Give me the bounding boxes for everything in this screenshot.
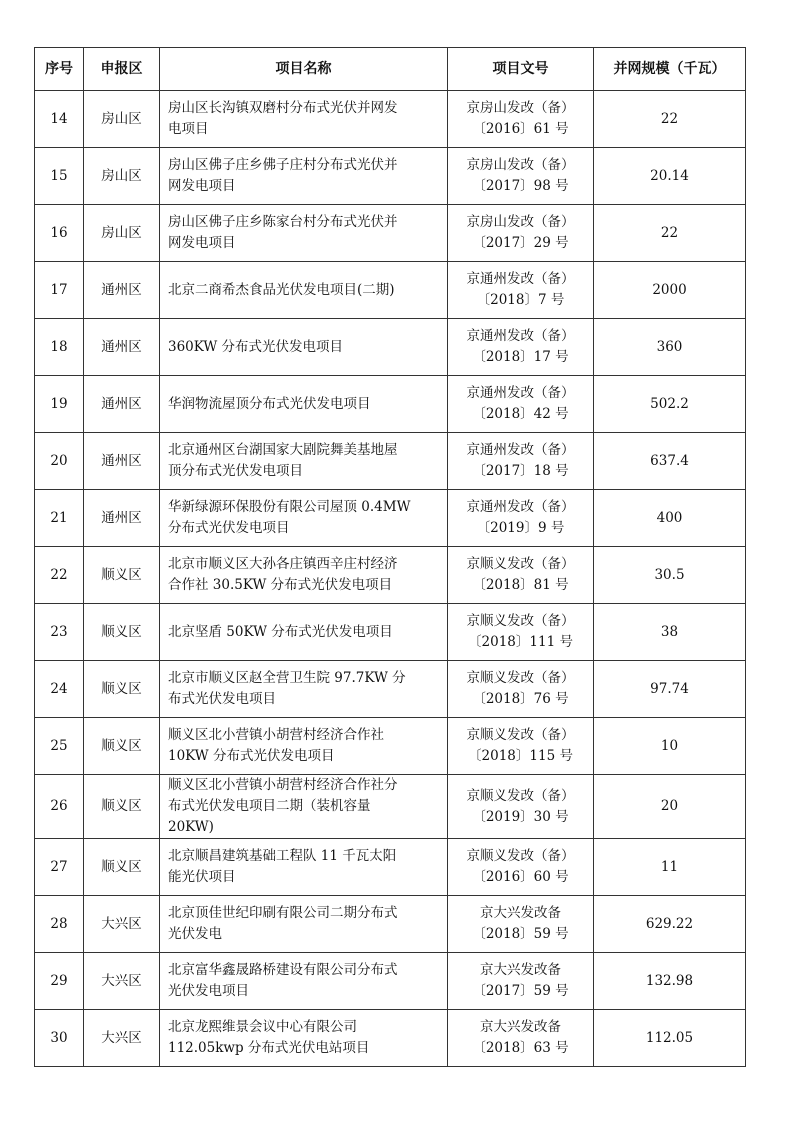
document-number-line: 京房山发改（备） xyxy=(466,214,575,230)
project-name-line: 北京市顺义区大孙各庄镇西辛庄村经济 xyxy=(168,556,398,572)
cell-document-number xyxy=(448,896,594,953)
cell-capacity: 10 xyxy=(594,718,746,775)
cell-district: 房山区 xyxy=(84,205,160,262)
cell-no: 23 xyxy=(35,604,84,661)
document-number-line: 〔2018〕7 号 xyxy=(476,292,565,308)
project-name-line: 光伏发电项目 xyxy=(168,983,249,999)
cell-project-name xyxy=(160,604,448,661)
project-name-line: 布式光伏发电项目二期（装机容量 xyxy=(168,798,371,814)
header-row xyxy=(35,48,746,91)
document-number-line: 京大兴发改备 xyxy=(480,1019,561,1035)
cell-district: 顺义区 xyxy=(84,839,160,896)
cell-no: 15 xyxy=(35,148,84,205)
project-name-line: 华新绿源环保股份有限公司屋顶 0.4MW xyxy=(168,499,411,515)
table-row xyxy=(35,661,746,718)
document-number-line: 〔2016〕60 号 xyxy=(472,869,569,885)
table-row xyxy=(35,376,746,433)
document-number-line: 京通州发改（备） xyxy=(466,442,575,458)
table-row xyxy=(35,896,746,953)
cell-document-number xyxy=(448,547,594,604)
cell-district: 房山区 xyxy=(84,148,160,205)
cell-capacity: 112.05 xyxy=(594,1010,746,1067)
cell-project-name xyxy=(160,661,448,718)
project-name-line: 能光伏项目 xyxy=(168,869,236,885)
cell-project-name xyxy=(160,490,448,547)
cell-project-name xyxy=(160,262,448,319)
cell-document-number xyxy=(448,1010,594,1067)
cell-document-number xyxy=(448,262,594,319)
cell-capacity: 11 xyxy=(594,839,746,896)
document-number-line: 京顺义发改（备） xyxy=(466,670,575,686)
project-name-line: 顺义区北小营镇小胡营村经济合作社 xyxy=(168,727,384,743)
cell-document-number xyxy=(448,376,594,433)
cell-district: 顺义区 xyxy=(84,775,160,839)
table-row xyxy=(35,433,746,490)
project-name-line: 北京顺昌建筑基础工程队 11 千瓦太阳 xyxy=(168,848,397,864)
project-table xyxy=(34,47,746,1067)
cell-capacity: 22 xyxy=(594,205,746,262)
cell-district: 大兴区 xyxy=(84,896,160,953)
cell-document-number xyxy=(448,953,594,1010)
header-district: 申报区 xyxy=(84,48,160,91)
cell-capacity: 20.14 xyxy=(594,148,746,205)
document-number-line: 〔2016〕61 号 xyxy=(472,121,569,137)
header-no: 序号 xyxy=(35,48,84,91)
header-capacity: 并网规模（千瓦） xyxy=(594,48,746,91)
table-row xyxy=(35,839,746,896)
cell-project-name xyxy=(160,896,448,953)
document-number-line: 京通州发改（备） xyxy=(466,499,575,515)
cell-project-name xyxy=(160,718,448,775)
document-number-line: 京大兴发改备 xyxy=(480,962,561,978)
cell-district: 房山区 xyxy=(84,91,160,148)
table-body xyxy=(35,91,746,1067)
document-number-line: 〔2017〕98 号 xyxy=(472,178,569,194)
document-number-line: 〔2017〕59 号 xyxy=(472,983,569,999)
project-name-line: 布式光伏发电项目 xyxy=(168,691,276,707)
cell-capacity: 38 xyxy=(594,604,746,661)
cell-document-number xyxy=(448,205,594,262)
cell-no: 21 xyxy=(35,490,84,547)
cell-capacity: 360 xyxy=(594,319,746,376)
document-number-line: 京房山发改（备） xyxy=(466,157,575,173)
project-name-line: 房山区佛子庄乡佛子庄村分布式光伏并 xyxy=(168,157,398,173)
cell-no: 14 xyxy=(35,91,84,148)
cell-district: 通州区 xyxy=(84,262,160,319)
cell-district: 通州区 xyxy=(84,433,160,490)
cell-project-name xyxy=(160,1010,448,1067)
document-number-line: 京通州发改（备） xyxy=(466,328,575,344)
cell-document-number xyxy=(448,604,594,661)
cell-district: 顺义区 xyxy=(84,661,160,718)
project-name-line: 网发电项目 xyxy=(168,178,236,194)
cell-document-number xyxy=(448,319,594,376)
cell-no: 30 xyxy=(35,1010,84,1067)
document-number-line: 京顺义发改（备） xyxy=(466,613,575,629)
project-name-line: 顶分布式光伏发电项目 xyxy=(168,463,303,479)
cell-capacity: 637.4 xyxy=(594,433,746,490)
cell-document-number xyxy=(448,661,594,718)
cell-district: 通州区 xyxy=(84,490,160,547)
document-number-line: 〔2019〕30 号 xyxy=(472,808,569,825)
document-number-line: 〔2018〕81 号 xyxy=(472,577,569,593)
cell-project-name xyxy=(160,433,448,490)
cell-project-name xyxy=(160,319,448,376)
cell-project-name xyxy=(160,148,448,205)
project-name-line: 网发电项目 xyxy=(168,235,236,251)
cell-capacity: 400 xyxy=(594,490,746,547)
cell-no: 26 xyxy=(35,775,84,839)
cell-capacity: 22 xyxy=(594,91,746,148)
project-name-line: 合作社 30.5KW 分布式光伏发电项目 xyxy=(168,577,393,593)
project-name-line: 北京顶佳世纪印刷有限公司二期分布式 xyxy=(168,905,398,921)
project-name-line: 北京二商希杰食品光伏发电项目(二期) xyxy=(168,281,395,298)
cell-capacity: 30.5 xyxy=(594,547,746,604)
document-number-line: 〔2019〕9 号 xyxy=(476,520,565,536)
project-name-line: 北京龙熙维景会议中心有限公司 xyxy=(168,1019,357,1035)
document-number-line: 〔2018〕42 号 xyxy=(472,406,569,422)
header-document-number: 项目文号 xyxy=(448,48,594,91)
table-row xyxy=(35,547,746,604)
cell-district: 大兴区 xyxy=(84,953,160,1010)
cell-project-name xyxy=(160,839,448,896)
cell-capacity: 97.74 xyxy=(594,661,746,718)
project-name-line: 北京富华鑫晟路桥建设有限公司分布式 xyxy=(168,962,398,978)
cell-district: 通州区 xyxy=(84,376,160,433)
document-number-line: 〔2018〕17 号 xyxy=(472,349,569,365)
cell-district: 顺义区 xyxy=(84,718,160,775)
document-number-line: 京顺义发改（备） xyxy=(466,727,575,743)
cell-document-number xyxy=(448,91,594,148)
document-number-line: 〔2018〕76 号 xyxy=(472,691,569,707)
table-row xyxy=(35,91,746,148)
project-name-line: 北京坚盾 50KW 分布式光伏发电项目 xyxy=(168,623,393,640)
table-row xyxy=(35,718,746,775)
cell-project-name xyxy=(160,205,448,262)
table-row xyxy=(35,262,746,319)
table-row xyxy=(35,1010,746,1067)
document-number-line: 京房山发改（备） xyxy=(466,100,575,116)
cell-project-name xyxy=(160,376,448,433)
document-number-line: 京大兴发改备 xyxy=(480,905,561,921)
project-name-line: 112.05kwp 分布式光伏电站项目 xyxy=(168,1040,370,1056)
document-number-line: 京顺义发改（备） xyxy=(466,787,575,804)
table-row xyxy=(35,775,746,839)
table-row xyxy=(35,490,746,547)
project-name-line: 20KW) xyxy=(168,819,214,835)
cell-no: 27 xyxy=(35,839,84,896)
document-number-line: 〔2018〕63 号 xyxy=(472,1040,569,1056)
document-number-line: 京顺义发改（备） xyxy=(466,848,575,864)
cell-no: 18 xyxy=(35,319,84,376)
table-row xyxy=(35,604,746,661)
cell-no: 29 xyxy=(35,953,84,1010)
cell-no: 19 xyxy=(35,376,84,433)
document-number-line: 〔2018〕111 号 xyxy=(468,634,573,650)
cell-no: 24 xyxy=(35,661,84,718)
project-name-line: 房山区长沟镇双磨村分布式光伏并网发 xyxy=(168,100,398,116)
document-number-line: 京顺义发改（备） xyxy=(466,556,575,572)
cell-document-number xyxy=(448,148,594,205)
project-name-line: 华润物流屋顶分布式光伏发电项目 xyxy=(168,395,371,412)
table-row xyxy=(35,205,746,262)
cell-capacity: 2000 xyxy=(594,262,746,319)
project-name-line: 10KW 分布式光伏发电项目 xyxy=(168,748,335,764)
cell-document-number xyxy=(448,433,594,490)
document-number-line: 〔2017〕29 号 xyxy=(472,235,569,251)
cell-document-number xyxy=(448,490,594,547)
cell-no: 28 xyxy=(35,896,84,953)
document-number-line: 〔2018〕59 号 xyxy=(472,926,569,942)
document-number-line: 京通州发改（备） xyxy=(466,385,575,401)
cell-document-number xyxy=(448,718,594,775)
document-number-line: 京通州发改（备） xyxy=(466,271,575,287)
project-name-line: 360KW 分布式光伏发电项目 xyxy=(168,338,344,355)
project-name-line: 光伏发电 xyxy=(168,926,222,942)
cell-project-name xyxy=(160,91,448,148)
cell-capacity: 502.2 xyxy=(594,376,746,433)
cell-document-number xyxy=(448,775,594,839)
cell-no: 17 xyxy=(35,262,84,319)
cell-district: 通州区 xyxy=(84,319,160,376)
document-number-line: 〔2018〕115 号 xyxy=(468,748,573,764)
cell-no: 16 xyxy=(35,205,84,262)
cell-project-name xyxy=(160,775,448,839)
cell-district: 大兴区 xyxy=(84,1010,160,1067)
project-name-line: 分布式光伏发电项目 xyxy=(168,520,290,536)
cell-no: 22 xyxy=(35,547,84,604)
cell-district: 顺义区 xyxy=(84,547,160,604)
document-number-line: 〔2017〕18 号 xyxy=(472,463,569,479)
cell-capacity: 132.98 xyxy=(594,953,746,1010)
table-row xyxy=(35,953,746,1010)
cell-document-number xyxy=(448,839,594,896)
cell-district: 顺义区 xyxy=(84,604,160,661)
cell-no: 25 xyxy=(35,718,84,775)
project-name-line: 房山区佛子庄乡陈家台村分布式光伏并 xyxy=(168,214,398,230)
project-name-line: 电项目 xyxy=(168,121,209,137)
project-name-line: 北京市顺义区赵全营卫生院 97.7KW 分 xyxy=(168,670,406,686)
cell-project-name xyxy=(160,547,448,604)
table-row xyxy=(35,319,746,376)
cell-capacity: 20 xyxy=(594,775,746,839)
project-name-line: 北京通州区台湖国家大剧院舞美基地屋 xyxy=(168,442,398,458)
header-project-name: 项目名称 xyxy=(160,48,448,91)
cell-capacity: 629.22 xyxy=(594,896,746,953)
project-name-line: 顺义区北小营镇小胡营村经济合作社分 xyxy=(168,777,398,793)
cell-project-name xyxy=(160,953,448,1010)
table-row xyxy=(35,148,746,205)
cell-no: 20 xyxy=(35,433,84,490)
